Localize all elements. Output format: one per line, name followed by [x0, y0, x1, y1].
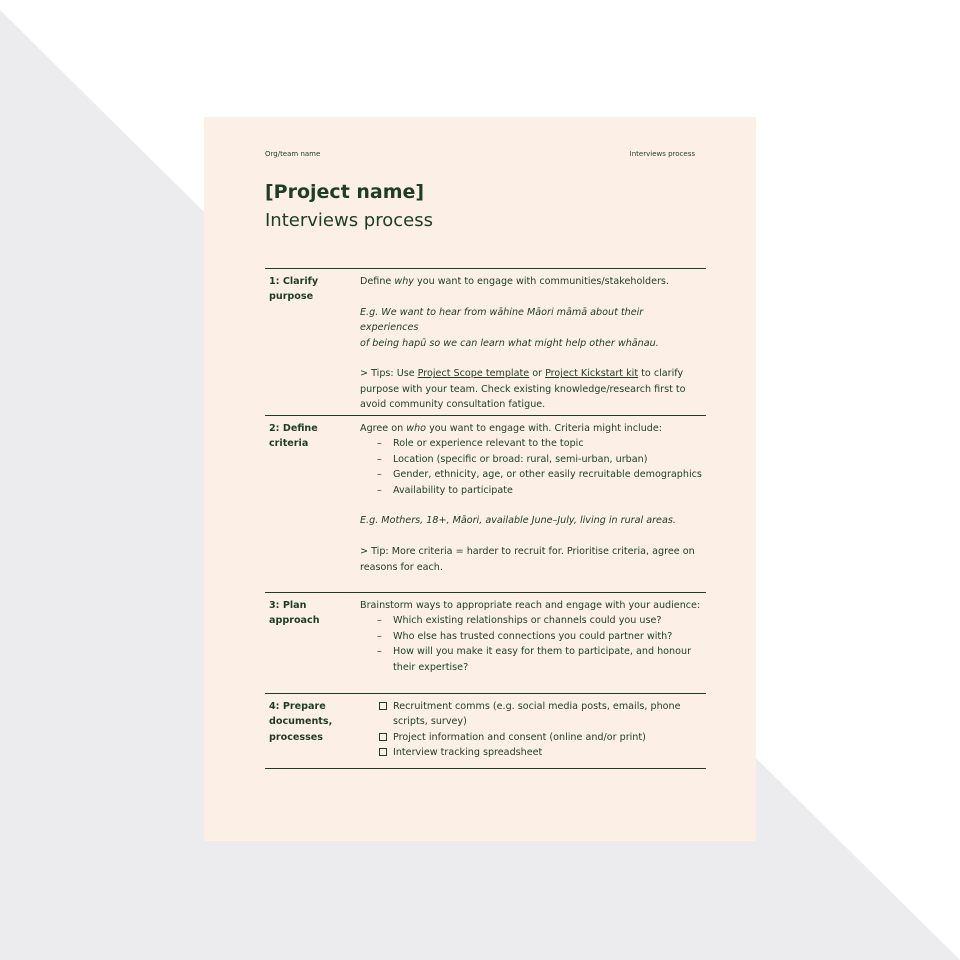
- org-team-name: Org/team name: [265, 150, 321, 158]
- step-row-plan-approach: [265, 592, 706, 692]
- documents-checklist: [360, 699, 702, 761]
- project-kickstart-kit-link[interactable]: Project Kickstart kit: [545, 368, 639, 380]
- list-item: – Gender, ethnicity, age, or other easily recruitable demographics: [377, 469, 702, 481]
- list-item: – Who else has trusted connections you could partner with?: [377, 630, 673, 642]
- list-item: – Which existing relationships or channels could you use?: [377, 615, 662, 627]
- checkbox[interactable]: [379, 702, 387, 710]
- row-divider: [355, 268, 706, 269]
- list-item: – How will you make it easy for them to participate, and honour: [377, 646, 692, 658]
- row-divider: [355, 592, 706, 593]
- row-divider: [265, 693, 355, 694]
- step-content: Define why you want to engage with communities/stakeholders. E.g. We want to hear from wāhine Māori māmā about their experiences of being hapū so we can learn what might help other whānau. > Tips: Use Project Scope template or Project Kickstart kit to clarify purpose with your team. Check existing knowledge/research first to avoid community consultation fatigue.: [360, 274, 702, 413]
- step-row-prepare-documents: [265, 693, 706, 769]
- step-label: 2: Define criteria: [269, 423, 318, 450]
- list-item: – Location (specific or broad: rural, semi-urban, urban): [377, 453, 648, 465]
- step-intro: Define why you want to engage with communities/stakeholders.: [360, 276, 669, 287]
- list-item: – Availability to participate: [377, 484, 513, 496]
- row-divider: [265, 592, 355, 593]
- step-row-define-criteria: [265, 415, 706, 591]
- row-divider: [265, 268, 355, 269]
- step-row-clarify-purpose: [265, 268, 706, 414]
- document-page: [204, 117, 756, 841]
- step-intro: Agree on who you want to engage with. Criteria might include:: [360, 423, 663, 434]
- step-label: 3: Plan approach: [269, 600, 320, 627]
- row-divider: [355, 415, 706, 416]
- checklist-item: Interview tracking spreadsheet: [360, 745, 702, 760]
- checklist-item: Project information and consent (online and/or print): [360, 730, 702, 745]
- checklist-item: Recruitment comms (e.g. social media posts, emails, phone: [360, 699, 702, 714]
- step-tip: > Tips: Use Project Scope template or Project Kickstart kit to clarify: [360, 368, 684, 380]
- step-content: [360, 598, 702, 675]
- step-label: 4: Prepare documents, processes: [269, 701, 333, 743]
- checklist-item-continued: scripts, survey): [393, 716, 467, 728]
- checkbox[interactable]: [379, 748, 387, 756]
- row-divider: [265, 768, 355, 769]
- step-content: [360, 699, 702, 761]
- approach-list: [360, 613, 702, 675]
- project-scope-template-link[interactable]: Project Scope template: [417, 368, 530, 380]
- row-divider: [265, 415, 355, 416]
- step-example: E.g. Mothers, 18+, Māori, available June–July, living in rural areas.: [360, 515, 676, 527]
- step-content: Agree on who you want to engage with. Criteria might include: – Role or experience relevant to the topic – Location (specific or broad: rural, semi-urban, urban) – Gender, ethnicity, age, or other easily recruitable demographics – Availability to participate E.g. Mothers, 18+, Māori, available June–July, living in rural areas. > Tip: More criteria = harder to recruit for. Prioritise criteria, agree on reasons for each.: [360, 423, 702, 573]
- step-label: 1: Clarify purpose: [269, 276, 319, 303]
- list-item: – Role or experience relevant to the topic: [377, 438, 584, 450]
- checkbox[interactable]: [379, 733, 387, 741]
- list-item: their expertise?: [393, 661, 469, 673]
- criteria-list: [360, 436, 702, 498]
- page-subtitle: Interviews process: [265, 210, 433, 231]
- page-title: [Project name]: [265, 181, 425, 203]
- step-tip: > Tip: More criteria = harder to recruit for. Prioritise criteria, agree on: [360, 546, 695, 558]
- row-divider: [355, 768, 706, 769]
- row-divider: [355, 693, 706, 694]
- step-example: E.g. We want to hear from wāhine Māori māmā about their experiences: [360, 306, 644, 334]
- header-doc-name: Interviews process: [629, 150, 695, 158]
- step-intro: Brainstorm ways to appropriate reach and engage with your audience:: [360, 600, 701, 611]
